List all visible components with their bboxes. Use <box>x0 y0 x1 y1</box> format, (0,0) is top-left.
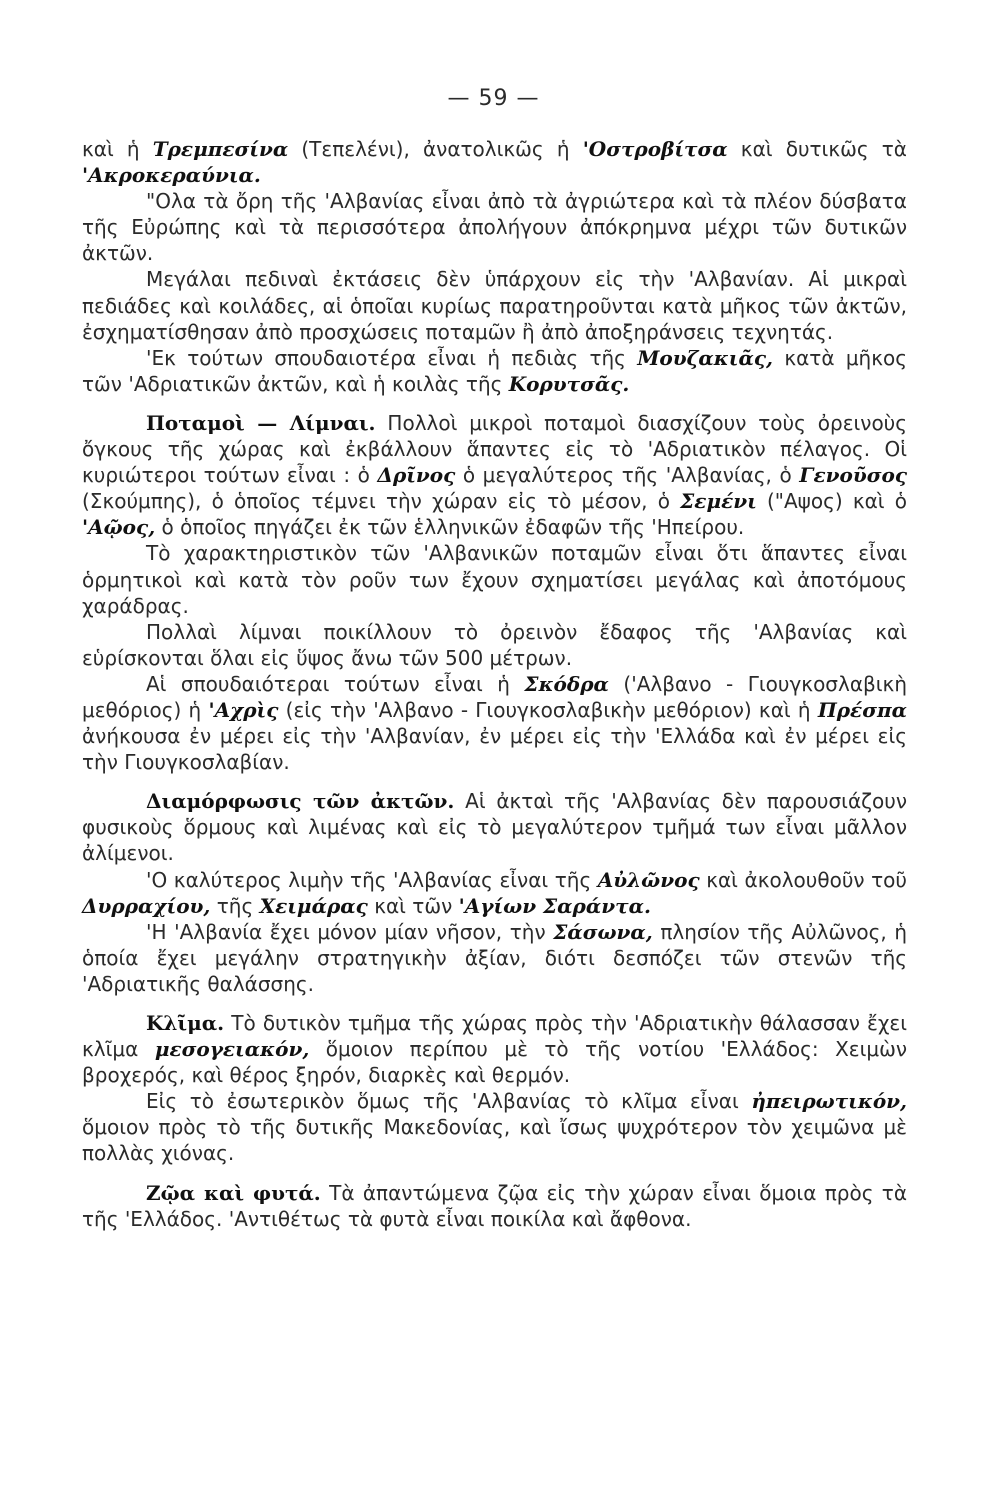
paragraph <box>82 1010 907 1088</box>
paragraph <box>82 1180 907 1232</box>
section-heading: Κλῖμα. <box>146 1011 225 1035</box>
emphasized-term: Μουζακιᾶς, <box>637 345 774 370</box>
text-run: ὁ μεγαλύτερος τῆς 'Αλβανίας, ὁ <box>455 463 800 488</box>
text-run: ὁ ὁποῖος πηγάζει ἐκ τῶν ἑλληνικῶν ἐδαφῶν τῆς 'Ηπείρου. <box>155 515 745 540</box>
text-run: 'Εκ τούτων σπουδαιοτέρα εἶναι ἡ πεδιὰς τῆς <box>146 345 638 370</box>
text-run: καὶ τῶν <box>367 893 459 918</box>
text-run: καὶ δυτικῶς τὰ <box>727 137 907 161</box>
page-number: — 59 — <box>447 86 540 111</box>
emphasized-term: Γενοῦσος <box>799 463 907 488</box>
emphasized-term: Δρῖνος <box>377 463 456 488</box>
text-run: 'Η 'Αλβανία ἔχει μόνον μίαν νῆσον, τὴν <box>146 919 554 944</box>
paragraph <box>82 266 907 344</box>
emphasized-term: 'Οστροβίτσα <box>582 137 728 161</box>
emphasized-term: Δυρραχίου, <box>82 893 211 918</box>
emphasized-term: Σεμένι <box>680 489 757 514</box>
section-heading: Διαμόρφωσις τῶν ἀκτῶν. <box>146 789 455 814</box>
text-run: πλησίον τῆς Αὐλῶνος, ἡ ὁποία ἔχει μεγάλην στρατηγικὴν ἀξίαν, διότι δεσπόζει τῶν στενῶν τῆς 'Αδριατικῆς θαλάσσης. <box>82 919 907 996</box>
emphasized-term: Σκόδρα <box>524 671 609 696</box>
emphasized-term: Αὐλῶνος <box>597 867 700 892</box>
emphasized-term: Χειμάρας <box>259 893 368 918</box>
emphasized-term: Πρέσπα <box>817 697 907 722</box>
emphasized-term: μεσογειακόν, <box>154 1037 310 1062</box>
text-run: κατὰ μῆκος τῶν 'Αδριατικῶν ἀκτῶν, καὶ ἡ κοιλὰς τῆς <box>82 345 907 396</box>
text-run: Μεγάλαι πεδιναὶ ἐκτάσεις δὲν ὑπάρχουν εἰς τὴν 'Αλβανίαν. Αἱ μικραὶ πεδιάδες καὶ κοιλάδες, αἱ ὁποῖαι κυρίως παρατηροῦνται κατὰ μῆκος τῶν ἀκτῶν, ἐσχηματίσθησαν ἀπὸ προσχώσεις ποταμῶν ἢ ἀπὸ ἀποξηράνσεις τεχνητάς. <box>82 267 907 344</box>
text-run: Εἰς τὸ ἐσωτερικὸν ὅμως τῆς 'Αλβανίας τὸ κλῖμα εἶναι <box>146 1089 752 1114</box>
text-run: (Τεπελένι), ἀνατολικῶς ἡ <box>288 137 583 161</box>
body-text <box>82 136 907 1232</box>
text-run: "Ολα τὰ ὄρη τῆς 'Αλβανίας εἶναι ἀπὸ τὰ ἀγριώτερα καὶ τὰ πλέον δύσβατα τῆς Εὐρώπης καὶ τὰ περισσότερα ἀπολήγουν ἀπόκρημνα μέχρι τῶν δυτικῶν ἀκτῶν. <box>82 189 907 266</box>
text-run: Πολλαὶ λίμναι ποικίλλουν τὸ ὀρεινὸν ἔδαφος τῆς 'Αλβανίας καὶ εὑρίσκονται ὅλαι εἰς ὕψος ἄνω τῶν 500 μέτρων. <box>82 619 907 670</box>
emphasized-term: Τρεμπεσίνα <box>152 137 289 161</box>
section-heading: Ποταμοὶ — Λίμναι. <box>146 410 376 435</box>
paragraph <box>82 410 907 540</box>
text-run: καὶ ἀκολουθοῦν τοῦ <box>699 867 907 892</box>
paragraph <box>82 671 907 775</box>
text-run: ("Αψος) καὶ ὁ <box>756 489 907 514</box>
paragraph <box>82 1088 907 1166</box>
text-run: τῆς <box>210 893 260 918</box>
emphasized-term: 'Αῷος, <box>82 515 156 540</box>
emphasized-term: Κορυτσᾶς. <box>508 371 630 396</box>
text-run: Τὸ χαρακτηριστικὸν τῶν 'Αλβανικῶν ποταμῶν εἶναι ὅτι ἅπαντες εἶναι ὁρμητικοὶ καὶ κατὰ τὸν ροῦν των ἔχουν σχηματίσει μεγάλας καὶ ἀποτόμους χαράδρας. <box>82 541 907 618</box>
text-run: Τὰ ἀπαντώμενα ζῷα εἰς τὴν χώραν εἶναι ὅμοια πρὸς τὰ τῆς 'Ελλάδος. 'Αντιθέτως τὰ φυτὰ εἶναι ποικίλα καὶ ἄφθονα. <box>82 1180 907 1231</box>
text-run: Τὸ δυτικὸν τμῆμα τῆς χώρας πρὸς τὴν 'Αδριατικὴν θάλασσαν ἔχει κλῖμα <box>82 1011 907 1062</box>
paragraph <box>82 788 907 866</box>
text-run: 'Ο καλύτερος λιμὴν τῆς 'Αλβανίας εἶναι τῆς <box>146 867 598 892</box>
text-run: ὅμοιον πρὸς τὸ τῆς δυτικῆς Μακεδονίας, καὶ ἴσως ψυχρότερον τὸν χειμῶνα μὲ πολλὰς χιόνας. <box>82 1115 907 1166</box>
text-run: ('Αλβανο - Γιουγκοσλαβικὴ μεθόριος) ἡ <box>82 671 907 722</box>
emphasized-term: 'Αγίων Σαράντα. <box>458 893 651 918</box>
section-heading: Ζῷα καὶ φυτά. <box>146 1180 321 1205</box>
text-run: ἀνήκουσα ἐν μέρει εἰς τὴν 'Αλβανίαν, ἐν μέρει εἰς τὴν 'Ελλάδα καὶ ἐν μέρει εἰς τὴν Γιουγκοσλαβίαν. <box>82 724 907 775</box>
paragraph <box>82 188 907 266</box>
paragraph <box>82 540 907 618</box>
text-run: καὶ ἡ <box>82 137 153 161</box>
emphasized-term: 'Αχρὶς <box>208 697 279 722</box>
text-run: ὅμοιον περίπου μὲ τὸ τῆς νοτίου 'Ελλάδος: Χειμὼν βροχερός, καὶ θέρος ξηρόν, διαρκὲς καὶ θερμόν. <box>82 1037 908 1088</box>
text-run: (Σκούμπης), ὁ ὁποῖος τέμνει τὴν χώραν εἰς τὸ μέσον, ὁ <box>82 489 681 514</box>
emphasized-term: 'Ακροκεραύνια. <box>82 163 261 188</box>
text-run: Αἱ ἀκταὶ τῆς 'Αλβανίας δὲν παρουσιάζουν φυσικοὺς ὅρμους καὶ λιμένας καὶ εἰς τὸ μεγαλύτερον τμῆμά των εἶναι μᾶλλον ἀλίμενοι. <box>82 789 907 866</box>
text-run: (εἰς τὴν 'Αλβανο - Γιουγκοσλαβικὴν μεθόριον) καὶ ἡ <box>278 697 818 722</box>
text-run: Πολλοὶ μικροὶ ποταμοὶ διασχίζουν τοὺς ὀρεινοὺς ὄγκους τῆς χώρας καὶ ἐκβάλλουν ἅπαντες εἰς τὸ 'Αδριατικὸν πέλαγος. Οἱ κυριώτεροι τούτων εἶναι : ὁ <box>82 410 907 488</box>
paragraph <box>82 919 907 997</box>
paragraph <box>82 345 907 397</box>
text-run: Αἱ σπουδαιότεραι τούτων εἶναι ἡ <box>146 671 525 696</box>
emphasized-term: ἠπειρωτικόν, <box>751 1089 907 1114</box>
paragraph <box>82 136 907 188</box>
emphasized-term: Σάσωνα, <box>553 919 653 944</box>
paragraph <box>82 619 907 671</box>
paragraph <box>82 867 907 919</box>
